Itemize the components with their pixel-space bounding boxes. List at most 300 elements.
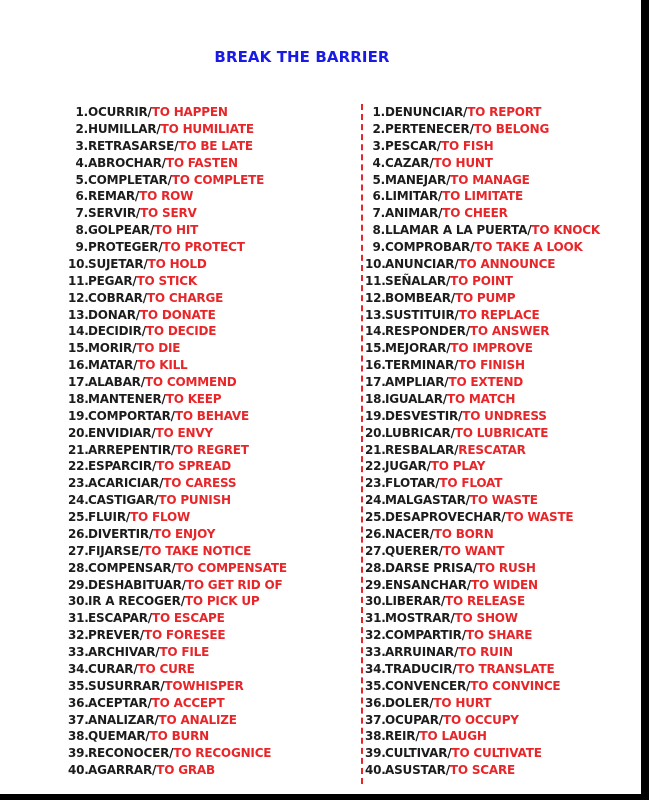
entry-number: 40. — [365, 763, 386, 778]
verb-entry — [365, 728, 600, 745]
verb-entry — [365, 273, 600, 290]
spanish-verb: MATAR — [88, 358, 134, 373]
spanish-verb: MANEJAR — [385, 172, 447, 187]
verb-entry — [365, 678, 600, 695]
english-translation: TO WIDEN — [470, 577, 538, 592]
verb-entry — [68, 340, 287, 357]
english-translation: TO KNOCK — [531, 223, 600, 238]
slash-separator: / — [174, 138, 179, 153]
spanish-verb: ACEPTAR — [88, 695, 148, 710]
verb-entry — [68, 695, 287, 712]
english-translation: TO ENJOY — [153, 526, 216, 541]
spanish-verb: LIMITAR — [385, 189, 438, 204]
verb-entry — [365, 712, 600, 729]
verb-entry — [365, 577, 600, 594]
english-translation: TO HAPPEN — [151, 105, 228, 119]
verb-entry — [365, 205, 600, 222]
slash-separator: / — [452, 661, 457, 676]
slash-separator: / — [450, 425, 455, 440]
entry-number: 11. — [365, 273, 386, 288]
verb-entry — [365, 256, 600, 273]
english-translation: TO CONVINCE — [470, 678, 561, 693]
verb-entry — [68, 121, 287, 138]
slash-separator: / — [154, 493, 159, 508]
verb-entry — [365, 239, 600, 256]
verb-entry — [68, 307, 287, 324]
slash-separator: / — [135, 206, 141, 221]
slash-separator: / — [143, 256, 148, 271]
spanish-verb: ESPARCIR — [88, 459, 152, 474]
spanish-verb: ANALIZAR — [88, 712, 155, 727]
entry-number: 37. — [68, 712, 89, 727]
entry-number: 21. — [365, 442, 386, 457]
entry-number: 40. — [68, 763, 89, 778]
english-translation: TO LAUGH — [419, 729, 487, 744]
entry-number: 37. — [365, 712, 386, 727]
english-translation: TO GRAB — [156, 763, 215, 778]
slash-separator: / — [125, 510, 131, 524]
entry-number: 22. — [68, 459, 89, 474]
english-translation: TO HIT — [154, 223, 199, 238]
spanish-verb: QUERER — [385, 543, 439, 558]
slash-separator: / — [450, 611, 455, 626]
english-translation: TO ESCAPE — [151, 611, 225, 626]
spanish-verb: RESPONDER — [385, 324, 466, 339]
slash-separator: / — [139, 543, 144, 558]
entry-number: 6. — [372, 189, 385, 204]
verb-entry — [365, 762, 600, 779]
slash-separator: / — [470, 240, 475, 254]
entry-number: 1. — [372, 105, 385, 119]
verb-entry — [68, 526, 287, 543]
english-translation: TO FILE — [159, 645, 210, 659]
slash-separator: / — [161, 155, 166, 170]
spanish-verb: SUJETAR — [88, 256, 144, 271]
verb-entry — [68, 408, 287, 425]
entry-number: 32. — [365, 628, 386, 643]
english-translation: TO PICK UP — [184, 594, 260, 609]
verb-entry — [365, 492, 600, 509]
spanish-verb: NACER — [385, 526, 430, 541]
english-translation: TO FASTEN — [165, 155, 238, 170]
english-translation: TO BEHAVE — [174, 408, 249, 423]
english-translation: TO MATCH — [446, 391, 516, 406]
verb-entry — [365, 290, 600, 307]
entry-number: 23. — [365, 476, 386, 491]
english-translation: TO PROTECT — [162, 240, 245, 254]
english-translation: TO HUMILIATE — [160, 121, 254, 136]
slash-separator: / — [447, 746, 452, 761]
entry-number: 35. — [68, 678, 89, 693]
english-translation: TO PUMP — [454, 290, 516, 305]
slash-separator: / — [132, 341, 137, 356]
english-translation: TO ENVY — [155, 425, 213, 440]
spanish-verb: ANUNCIAR — [385, 256, 455, 271]
verb-entry — [68, 290, 287, 307]
slash-separator: / — [135, 307, 140, 322]
entry-number: 1. — [75, 105, 88, 119]
slash-separator: / — [527, 223, 532, 238]
english-translation: TO GET RID OF — [185, 577, 283, 592]
entry-number: 9. — [372, 240, 385, 254]
entry-number: 31. — [68, 611, 89, 626]
slash-separator: / — [454, 307, 459, 322]
entry-number: 28. — [68, 560, 89, 575]
verb-entry — [68, 593, 287, 610]
english-translation: TO FLOW — [130, 510, 191, 524]
spanish-verb: MORIR — [88, 341, 133, 356]
spanish-verb: AGARRAR — [88, 763, 153, 778]
verb-entry — [68, 239, 287, 256]
english-translation: TO STICK — [136, 273, 197, 288]
entry-number: 16. — [365, 358, 386, 373]
english-translation: TO HUNT — [433, 155, 493, 170]
english-translation: TO CHARGE — [146, 290, 224, 305]
entry-number: 15. — [365, 341, 386, 356]
verb-entry — [365, 458, 600, 475]
english-translation: TO SPREAD — [156, 459, 232, 474]
entry-number: 12. — [365, 290, 386, 305]
slash-separator: / — [445, 273, 451, 288]
english-translation: TO KILL — [137, 358, 188, 373]
verb-entry — [365, 222, 600, 239]
english-translation: TO PLAY — [430, 459, 486, 474]
english-translation: TO CULTIVATE — [451, 746, 542, 761]
spanish-verb: TERMINAR — [385, 358, 454, 373]
verb-entry — [68, 273, 287, 290]
slash-separator: / — [415, 729, 420, 744]
spanish-verb: ACARICIAR — [88, 476, 160, 491]
english-translation: TO WASTE — [505, 510, 574, 524]
slash-separator: / — [469, 121, 474, 136]
entry-number: 8. — [75, 223, 88, 238]
entry-number: 13. — [68, 307, 89, 322]
verb-entry — [365, 188, 600, 205]
spanish-verb: MANTENER — [88, 391, 162, 406]
english-translation: TO ANALIZE — [158, 712, 237, 727]
english-translation: TO REGRET — [175, 442, 249, 457]
spanish-verb: OCUPAR — [385, 712, 439, 727]
english-translation: TO LIMITATE — [442, 189, 523, 204]
verb-entry — [365, 340, 600, 357]
slash-separator: / — [149, 223, 155, 238]
entry-number: 15. — [68, 341, 89, 356]
slash-separator: / — [501, 510, 506, 524]
entry-number: 26. — [68, 526, 89, 541]
verb-entry — [365, 661, 600, 678]
verb-entry — [68, 374, 287, 391]
english-translation: TO IMPROVE — [450, 341, 533, 356]
slash-separator: / — [180, 594, 185, 609]
entry-number: 33. — [68, 645, 89, 659]
entry-number: 30. — [365, 594, 386, 609]
slash-separator: / — [444, 375, 449, 389]
english-translation: TO REPORT — [467, 105, 542, 119]
spanish-verb: ALABAR — [88, 375, 141, 389]
verb-entry — [68, 492, 287, 509]
english-translation: TO BELONG — [473, 121, 550, 136]
spanish-verb: CAZAR — [385, 155, 430, 170]
spanish-verb: DESVESTIR — [385, 408, 459, 423]
verb-entry — [365, 543, 600, 560]
slash-separator: / — [142, 290, 147, 305]
spanish-verb: ABROCHAR — [88, 155, 162, 170]
page-title: BREAK THE BARRIER — [214, 48, 390, 66]
verb-entry — [68, 610, 287, 627]
english-translation: TO CARESS — [163, 476, 237, 491]
spanish-verb: AMPLIAR — [385, 375, 445, 389]
verb-entry — [365, 509, 600, 526]
spanish-verb: COMPLETAR — [88, 172, 168, 187]
slash-separator: / — [445, 763, 450, 778]
spanish-verb: ANIMAR — [385, 206, 439, 221]
slash-separator: / — [438, 543, 443, 558]
verb-entry — [365, 593, 600, 610]
verb-entry — [365, 323, 600, 340]
verb-entry — [68, 442, 287, 459]
english-translation: TO POINT — [450, 273, 513, 288]
spanish-verb: DOLER — [385, 695, 430, 710]
spanish-verb: CURAR — [88, 661, 134, 676]
entry-number: 26. — [365, 526, 386, 541]
slash-separator: / — [426, 459, 431, 474]
verb-entry — [365, 475, 600, 492]
slash-separator: / — [436, 138, 441, 153]
verb-entry — [365, 391, 600, 408]
entry-number: 23. — [68, 476, 89, 491]
slash-separator: / — [446, 172, 451, 187]
entry-number: 19. — [68, 408, 89, 423]
verb-entry — [68, 543, 287, 560]
verb-entry — [68, 560, 287, 577]
verb-entry — [68, 138, 287, 155]
verb-entry — [365, 644, 600, 661]
slash-separator: / — [151, 425, 156, 440]
english-translation: TO TAKE A LOOK — [474, 240, 583, 254]
verb-entry — [365, 442, 600, 459]
entry-number: 25. — [365, 510, 386, 524]
slash-separator: / — [463, 105, 468, 119]
verb-entry — [365, 121, 600, 138]
entry-number: 38. — [68, 729, 89, 744]
slash-separator: / — [453, 645, 459, 659]
english-translation: TO BE LATE — [178, 138, 253, 153]
verb-entry — [68, 357, 287, 374]
verb-entry — [68, 644, 287, 661]
english-translation: TO TAKE NOTICE — [143, 543, 252, 558]
english-translation: TO RUIN — [458, 645, 513, 659]
slash-separator: / — [133, 661, 138, 676]
spanish-verb: ARREPENTIR — [88, 442, 171, 457]
spanish-verb: LUBRICAR — [385, 425, 451, 440]
verb-list-left — [68, 104, 287, 779]
entry-number: 3. — [372, 138, 385, 153]
slash-separator: / — [466, 577, 471, 592]
verb-entry — [68, 155, 287, 172]
entry-number: 25. — [68, 510, 89, 524]
spanish-verb: COMPROBAR — [385, 240, 471, 254]
slash-separator: / — [450, 290, 455, 305]
english-translation: TO EXTEND — [448, 375, 524, 389]
column-divider — [361, 104, 363, 784]
spanish-verb: RESBALAR — [385, 442, 455, 457]
verb-entry — [68, 728, 287, 745]
spanish-verb: PESCAR — [385, 138, 437, 153]
spanish-verb: ENVIDIAR — [88, 425, 152, 440]
spanish-verb: DESAPROVECHAR — [385, 510, 502, 524]
spanish-verb: ESCAPAR — [88, 611, 148, 626]
entry-number: 3. — [75, 138, 88, 153]
verb-entry — [365, 526, 600, 543]
slash-separator: / — [145, 729, 150, 744]
english-translation: TO WANT — [442, 543, 505, 558]
spanish-verb: GOLPEAR — [88, 223, 150, 238]
verb-list-right — [365, 104, 600, 779]
entry-number: 39. — [68, 746, 89, 761]
english-translation: TO DECIDE — [145, 324, 217, 339]
entry-number: 36. — [365, 695, 386, 710]
spanish-verb: COMPENSAR — [88, 560, 172, 575]
entry-number: 6. — [75, 189, 88, 204]
entry-number: 13. — [365, 307, 386, 322]
spanish-verb: CONVENCER — [385, 678, 467, 693]
entry-number: 33. — [365, 645, 386, 659]
spanish-verb: PERTENECER — [385, 121, 470, 136]
verb-entry — [365, 745, 600, 762]
slash-separator: / — [465, 324, 470, 339]
spanish-verb: CULTIVAR — [385, 746, 448, 761]
spanish-verb: FLOTAR — [385, 476, 436, 491]
english-translation: TO FLOAT — [439, 476, 503, 491]
slash-separator: / — [159, 476, 164, 491]
english-translation: TO BORN — [433, 526, 494, 541]
entry-number: 20. — [365, 425, 386, 440]
english-translation: TO TRANSLATE — [456, 661, 555, 676]
spanish-verb: COMPARTIR — [385, 628, 462, 643]
entry-number: 2. — [372, 121, 385, 136]
english-translation: TO FISH — [440, 138, 494, 153]
entry-number: 17. — [68, 375, 89, 389]
spanish-verb: MEJORAR — [385, 341, 447, 356]
slash-separator: / — [438, 712, 443, 727]
spanish-verb: ARCHIVAR — [88, 645, 156, 659]
english-translation: TO KEEP — [165, 391, 222, 406]
verb-entry — [68, 712, 287, 729]
verb-entry — [365, 425, 600, 442]
slash-separator: / — [147, 611, 152, 626]
english-translation: TO MANAGE — [450, 172, 530, 187]
entry-number: 20. — [68, 425, 89, 440]
entry-number: 28. — [365, 560, 386, 575]
english-translation: TO COMPLETE — [171, 172, 265, 187]
slash-separator: / — [170, 408, 175, 423]
verb-entry — [68, 762, 287, 779]
slash-separator: / — [147, 105, 152, 119]
entry-number: 30. — [68, 594, 89, 609]
spanish-verb: RECONOCER — [88, 746, 170, 761]
spanish-verb: DESHABITUAR — [88, 577, 182, 592]
english-translation: TO COMMEND — [144, 375, 237, 389]
english-translation: TO HURT — [433, 695, 492, 710]
slash-separator: / — [141, 324, 146, 339]
spanish-verb: REIR — [385, 729, 416, 744]
spanish-verb: DIVERTIR — [88, 526, 149, 541]
entry-number: 39. — [365, 746, 386, 761]
english-translation: TO FORESEE — [143, 628, 226, 643]
entry-number: 4. — [75, 155, 88, 170]
slash-separator: / — [154, 712, 159, 727]
verb-entry — [68, 661, 287, 678]
entry-number: 35. — [365, 678, 386, 693]
slash-separator: / — [454, 442, 459, 457]
slash-separator: / — [454, 358, 459, 373]
entry-number: 14. — [365, 324, 386, 339]
slash-separator: / — [458, 408, 463, 423]
entry-number: 27. — [365, 543, 386, 558]
english-translation: TOWHISPER — [164, 678, 244, 693]
english-translation: TO SHOW — [454, 611, 518, 626]
entry-number: 10. — [68, 256, 89, 271]
entry-number: 31. — [365, 611, 386, 626]
english-translation: TO SERV — [140, 206, 197, 221]
entry-number: 24. — [68, 493, 89, 508]
slash-separator: / — [169, 746, 174, 761]
english-translation: TO DONATE — [139, 307, 216, 322]
verb-entry — [365, 172, 600, 189]
slash-separator: / — [435, 476, 440, 491]
slash-separator: / — [139, 628, 144, 643]
slash-separator: / — [161, 391, 166, 406]
verb-entry — [365, 155, 600, 172]
entry-number: 34. — [365, 661, 386, 676]
spanish-verb: DARSE PRISA — [385, 560, 473, 575]
verb-entry — [365, 104, 600, 121]
spanish-verb: IGUALAR — [385, 391, 443, 406]
english-translation: TO COMPENSATE — [175, 560, 287, 575]
entry-number: 10. — [365, 256, 386, 271]
slash-separator: / — [151, 459, 157, 474]
slash-separator: / — [158, 240, 163, 254]
slash-separator: / — [446, 341, 451, 356]
verb-entry — [365, 374, 600, 391]
entry-number: 19. — [365, 408, 386, 423]
spanish-verb: BOMBEAR — [385, 290, 451, 305]
entry-number: 32. — [68, 628, 89, 643]
spanish-verb: MALGASTAR — [385, 493, 466, 508]
entry-number: 24. — [365, 493, 386, 508]
slash-separator: / — [147, 695, 152, 710]
verb-entry — [68, 172, 287, 189]
slash-separator: / — [454, 256, 459, 271]
spanish-verb: PROTEGER — [88, 240, 159, 254]
english-translation: RESCATAR — [458, 442, 526, 457]
entry-number: 11. — [68, 273, 89, 288]
verb-entry — [365, 560, 600, 577]
entry-number: 9. — [75, 240, 88, 254]
slash-separator: / — [429, 695, 434, 710]
english-translation: TO ANNOUNCE — [458, 256, 556, 271]
spanish-verb: LIBERAR — [385, 594, 441, 609]
verb-entry — [68, 458, 287, 475]
entry-number: 27. — [68, 543, 89, 558]
spanish-verb: ASUSTAR — [385, 763, 446, 778]
slash-separator: / — [472, 560, 477, 575]
slash-separator: / — [461, 628, 466, 643]
spanish-verb: SUSURRAR — [88, 678, 161, 693]
spanish-verb: COBRAR — [88, 290, 143, 305]
verb-entry — [365, 138, 600, 155]
verb-entry — [68, 188, 287, 205]
